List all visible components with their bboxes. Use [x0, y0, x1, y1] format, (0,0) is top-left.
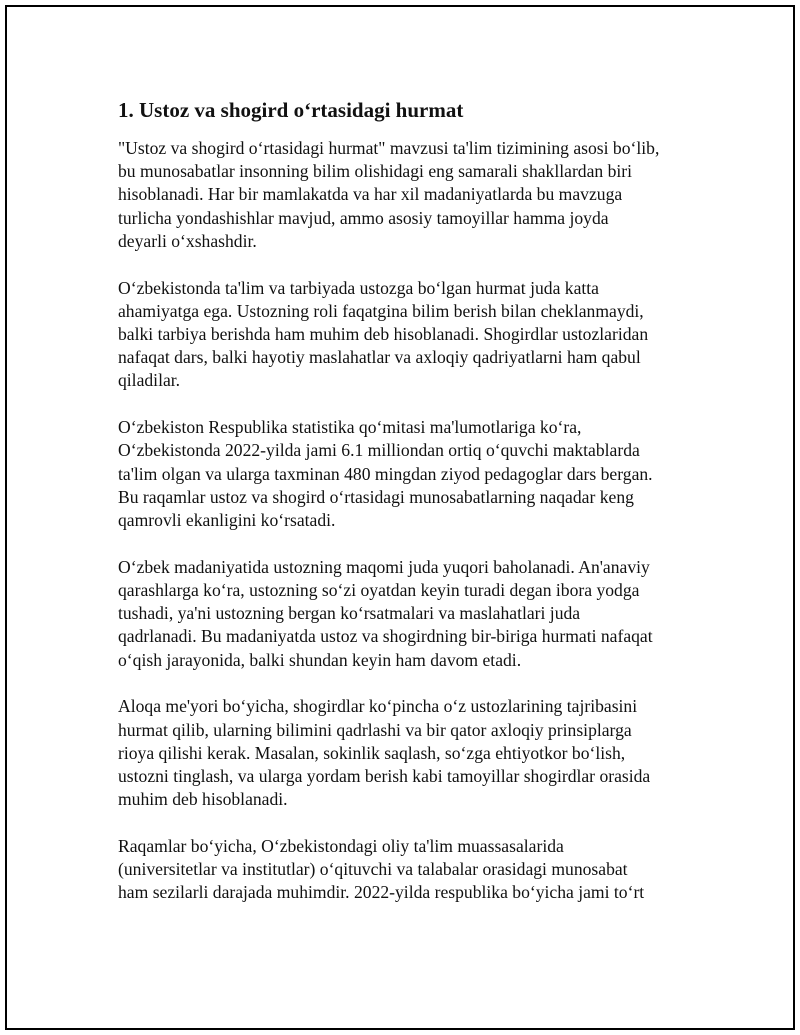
- paragraph-line: "Ustoz va shogird o‘rtasidagi hurmat" mavzusi ta'lim tizimining asosi bo‘lib,: [118, 138, 660, 158]
- paragraph-6: [118, 835, 698, 905]
- document-page: [5, 5, 795, 1030]
- paragraph-5: [118, 695, 698, 811]
- paragraph-line: O‘zbekistonda 2022-yilda jami 6.1 milliondan ortiq o‘quvchi maktablarda: [118, 440, 640, 461]
- paragraph-line: balki tarbiya berishda ham muhim deb hisoblanadi. Shogirdlar ustozlaridan: [118, 324, 649, 345]
- paragraph-line: O‘zbek madaniyatida ustozning maqomi juda yuqori baholanadi. An'anaviy: [118, 556, 650, 577]
- paragraph-line: qiladilar.: [118, 370, 181, 391]
- paragraph-3: [118, 416, 698, 532]
- paragraph-line: qadrlanadi. Bu madaniyatda ustoz va shogirdning bir-biriga hurmati nafaqat: [118, 626, 653, 647]
- paragraph-1: [118, 137, 698, 253]
- paragraph-line: tushadi, ya'ni ustozning bergan ko‘rsatmalari va maslahatlari juda: [118, 603, 581, 624]
- document-content: [118, 95, 698, 928]
- paragraph-line: hisoblanadi. Har bir mamlakatda va har xil madaniyatlarda bu mavzuga: [118, 184, 623, 205]
- paragraph-line: (universitetlar va institutlar) o‘qituvchi va talabalar orasidagi munosabat: [118, 859, 628, 880]
- paragraph-line: Raqamlar bo‘yicha, O‘zbekistondagi oliy ta'lim muassasalarida: [118, 836, 564, 857]
- paragraph-line: muhim deb hisoblanadi.: [118, 789, 288, 810]
- paragraph-line: ham sezilarli darajada muhimdir. 2022-yilda respublika bo‘yicha jami to‘rt: [118, 882, 645, 903]
- paragraph-line: bu munosabatlar insonning bilim olishidagi eng samarali shakllardan biri: [118, 161, 633, 182]
- paragraph-4: [118, 556, 698, 672]
- paragraph-line: o‘qish jarayonida, balki shundan keyin ham davom etadi.: [118, 649, 522, 670]
- paragraph-line: Aloqa me'yori bo‘yicha, shogirdlar ko‘pincha o‘z ustozlarining tajribasini: [118, 696, 638, 717]
- paragraph-line: qarashlarga ko‘ra, ustozning so‘zi oyatdan keyin turadi degan ibora yodga: [118, 580, 640, 601]
- paragraph-line: ta'lim olgan va ularga taxminan 480 mingdan ziyod pedagoglar dars bergan.: [118, 463, 653, 484]
- paragraph-line: turlicha yondashishlar mavjud, ammo asosiy tamoyillar hamma joyda: [118, 207, 609, 228]
- paragraph-line: O‘zbekiston Respublika statistika qo‘mitasi ma'lumotlariga ko‘ra,: [118, 417, 582, 438]
- paragraph-line: ustozni tinglash, va ularga yordam berish kabi tamoyillar shogirdlar orasida: [118, 766, 651, 787]
- paragraph-line: deyarli o‘xshashdir.: [118, 230, 257, 251]
- paragraph-line: nafaqat dars, balki hayotiy maslahatlar va axloqiy qadriyatlarni ham qabul: [118, 347, 641, 368]
- paragraph-line: rioya qilishi kerak. Masalan, sokinlik saqlash, so‘zga ehtiyotkor bo‘lish,: [118, 742, 626, 763]
- paragraph-line: qamrovli ekanligini ko‘rsatadi.: [118, 510, 336, 531]
- paragraph-line: O‘zbekistonda ta'lim va tarbiyada ustozga bo‘lgan hurmat juda katta: [118, 277, 599, 298]
- paragraph-2: [118, 277, 698, 393]
- section-heading: 1. Ustoz va shogird o‘rtasidagi hurmat: [118, 98, 464, 122]
- paragraph-line: hurmat qilib, ularning bilimini qadrlashi va bir qator axloqiy prinsiplarga: [118, 719, 632, 740]
- paragraph-line: ahamiyatga ega. Ustozning roli faqatgina bilim berish bilan cheklanmaydi,: [118, 300, 644, 321]
- paragraph-line: Bu raqamlar ustoz va shogird o‘rtasidagi munosabatlarning naqadar keng: [118, 486, 634, 507]
